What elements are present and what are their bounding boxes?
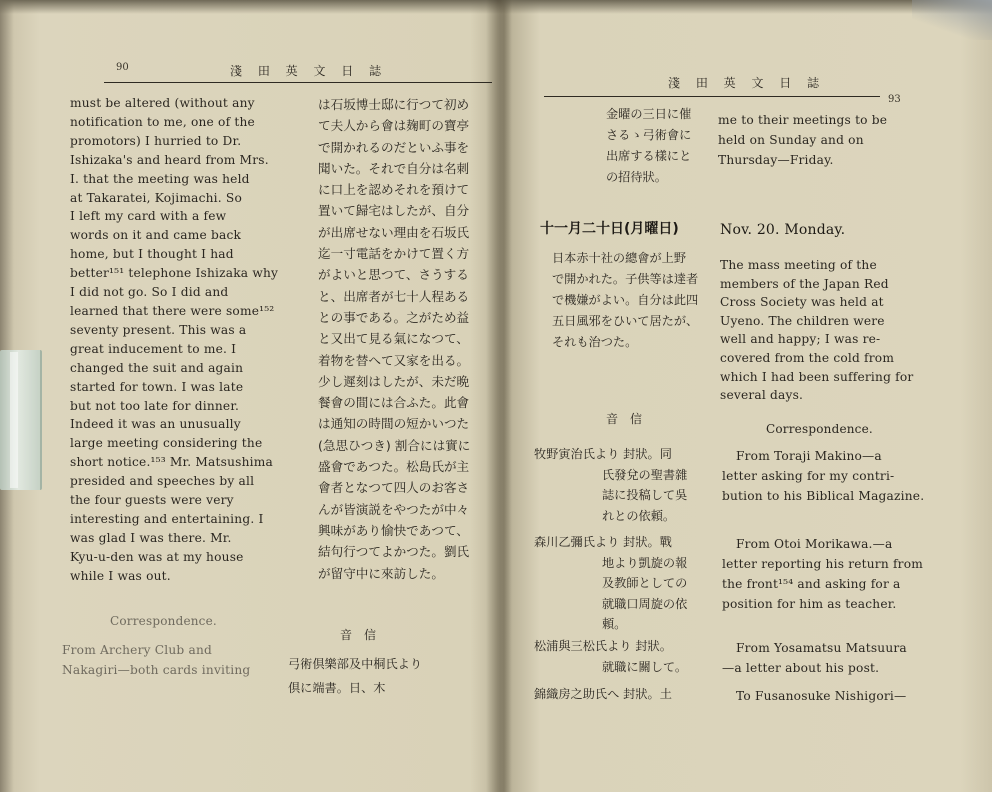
text-line: で開かれるのだといふ事を — [318, 139, 470, 155]
text-line: 置いて歸宅はしたが、自分 — [318, 203, 470, 219]
left-english-column — [70, 94, 306, 586]
text-line: Cross Society was held at — [720, 295, 884, 310]
correspondence-item-jp — [534, 444, 687, 526]
text-line: started for town. I was late — [70, 379, 244, 394]
right-header-rule — [544, 96, 880, 97]
text-line: was glad I was there. Mr. — [70, 530, 232, 545]
text-line: 餐會の間には合ふた。此會 — [318, 395, 470, 411]
text-line: Uyeno. The children were — [720, 313, 885, 328]
correspondence-item-en — [722, 638, 907, 678]
text-line: home, but I thought I had — [70, 247, 234, 262]
book-gutter — [486, 0, 512, 792]
text-line: 興味があり愉快であつて、 — [318, 522, 469, 538]
text-line: んが皆演説をやつたが中々 — [318, 501, 470, 517]
page-clip-highlight — [10, 352, 18, 488]
text-line: the front¹⁵⁴ and asking for a — [722, 577, 901, 591]
date-heading-en: Nov. 20. Monday. — [720, 222, 846, 238]
right-top-japanese — [606, 104, 710, 188]
text-line: From Yosamatsu Matsuura — [736, 641, 907, 655]
text-line: 就職口周旋の依 — [602, 596, 688, 611]
text-line: 牧野寅治氏より 封狀。同 — [534, 447, 672, 461]
left-header-rule — [104, 82, 492, 83]
right-correspondence-heading-en: Correspondence. — [766, 422, 873, 436]
text-line: と、出席者が七十人程ある — [318, 288, 470, 304]
text-line: I left my card with a few — [70, 209, 227, 224]
text-line: From Toraji Makino—a — [736, 449, 882, 463]
text-line: but not too late for dinner. — [70, 398, 240, 413]
correspondence-item-jp — [534, 532, 687, 635]
text-line: Kyu-u-den was at my house — [70, 549, 244, 564]
text-line: は石坂博士邸に行つて初め — [318, 97, 470, 112]
text-line: 五日風邪をひいて居たが、 — [552, 314, 699, 328]
text-line: Nakagiri—both cards inviting — [62, 663, 251, 677]
text-line: words on it and came back — [70, 228, 242, 243]
background-corner — [912, 0, 992, 40]
text-line: the four guests were very — [70, 493, 234, 508]
text-line: 錦織房之助氏へ 封狀。土 — [534, 687, 672, 701]
text-line: 誌に投稿して吳 — [602, 488, 688, 502]
text-line: great inducement to me. I — [70, 341, 237, 356]
text-line: learned that there were some¹⁵² — [70, 303, 275, 318]
text-line: は通知の時間の短かいつた — [318, 416, 470, 432]
text-line: which I had been suffering for — [720, 369, 914, 384]
page-clip — [0, 350, 42, 490]
text-line: large meeting considering the — [70, 436, 263, 451]
left-page-number: 90 — [116, 62, 129, 73]
text-line: が出席せない理由を石坂氏 — [318, 224, 470, 240]
text-line: 氏發兌の聖書雜 — [602, 467, 688, 482]
left-japanese-column — [318, 94, 486, 584]
text-line: 及教師としての — [602, 576, 688, 590]
text-line: (急思ひつき) 割合には實に — [318, 437, 471, 453]
text-line: members of the Japan Red — [720, 276, 889, 291]
text-line: 迄一寸電話をかけて置く方 — [318, 246, 470, 262]
right-running-head: 淺 田 英 文 日 誌 — [668, 76, 826, 90]
text-line: —a letter about his post. — [722, 661, 880, 675]
text-line: bution to his Biblical Magazine. — [722, 489, 925, 503]
text-line: 日本赤十社の總會が上野 — [552, 251, 687, 265]
text-line: で機嫌がよい。自分は此四 — [552, 293, 699, 307]
text-line: I. that the meeting was held — [70, 171, 250, 186]
text-line: letter reporting his return from — [722, 557, 923, 571]
text-line: 森川乙彌氏より 封狀。戰 — [534, 535, 672, 549]
right-correspondence-heading-jp: 音 信 — [606, 412, 643, 426]
left-correspondence-jp — [288, 652, 468, 700]
text-line: と又出て見る氣になつて、 — [318, 331, 469, 347]
text-line: short notice.¹⁵³ Mr. Matsushima — [70, 455, 273, 470]
text-line: 出席する樣にと — [606, 149, 692, 163]
text-line: Thursday—Friday. — [718, 153, 834, 167]
text-line: Ishizaka's and heard from Mrs. — [70, 152, 269, 167]
text-line: seventy present. This was a — [70, 322, 247, 337]
text-line: れとの依頼。 — [602, 508, 676, 523]
text-line: letter asking for my contri- — [722, 469, 895, 483]
left-correspondence-heading-jp: 音 信 — [340, 628, 377, 642]
text-line: の招待狀。 — [606, 170, 667, 184]
text-line: I did not go. So I did and — [70, 285, 229, 300]
right-page-number: 93 — [888, 94, 901, 105]
text-line: 聞いた。それで自分は名刺 — [318, 160, 470, 176]
correspondence-item-jp — [534, 636, 687, 677]
text-line: 金曜の三日に催 — [606, 107, 692, 121]
right-entry-japanese — [552, 248, 712, 353]
text-line: それも治つた。 — [552, 335, 638, 349]
text-line: better¹⁵¹ telephone Ishizaka why — [70, 266, 279, 281]
correspondence-item-en — [722, 686, 906, 706]
text-line: がよいと思つて、さうする — [318, 267, 469, 283]
text-line: several days. — [720, 388, 804, 403]
text-line: notification to me, one of the — [70, 114, 255, 129]
text-line: 地より凱旋の報 — [602, 555, 688, 570]
text-line: To Fusanosuke Nishigori— — [736, 689, 907, 703]
text-line: well and happy; I was re- — [720, 332, 881, 347]
text-line: while I was out. — [70, 568, 171, 583]
text-line: 會者となつて四人のお客さ — [318, 480, 470, 496]
text-line: 着物を替へて又家を出る。 — [318, 352, 470, 368]
text-line: promotors) I hurried to Dr. — [70, 133, 242, 148]
text-line: 頼。 — [602, 617, 627, 631]
left-correspondence-heading-en: Correspondence. — [110, 614, 217, 628]
text-line: との事である。之がため益 — [318, 309, 470, 325]
text-line: at Takaratei, Kojimachi. So — [70, 190, 243, 205]
text-line: さるゝ弓術會に — [606, 128, 692, 142]
text-line: The mass meeting of the — [720, 258, 877, 272]
text-line: 弓術倶樂部及中桐氏より — [288, 657, 423, 671]
text-line: 少し遲刻はしたが、未だ晩 — [318, 373, 470, 389]
date-heading-jp: 十一月二十日(月曜日) — [540, 221, 679, 237]
text-line: position for him as teacher. — [722, 597, 897, 611]
text-line: て夫人から會は麹町の寶亭 — [318, 118, 470, 134]
text-line: must be altered (without any — [70, 96, 255, 110]
text-line: From Archery Club and — [62, 643, 213, 657]
text-line: Indeed it was an unusually — [70, 417, 241, 432]
text-line: で開かれた。子供等は達者 — [552, 272, 699, 286]
text-line: held on Sunday and on — [718, 133, 864, 147]
text-line: changed the suit and again — [70, 360, 244, 375]
text-line: 盛會であつた。松島氏が主 — [318, 459, 470, 475]
right-top-english — [718, 110, 928, 170]
text-line: 結句行つてよかつた。劉氏 — [318, 544, 470, 560]
left-correspondence-en — [62, 640, 282, 680]
left-running-head: 淺 田 英 文 日 誌 — [230, 64, 388, 78]
correspondence-item-en — [722, 534, 923, 614]
text-line: From Otoi Morikawa.—a — [736, 537, 893, 551]
text-line: covered from the cold from — [720, 350, 895, 365]
text-line: に口上を認めそれを預けて — [318, 182, 470, 198]
correspondence-item-jp — [534, 684, 672, 705]
text-line: me to their meetings to be — [718, 113, 888, 127]
correspondence-item-en — [722, 446, 924, 506]
text-line: 松浦與三松氏より 封狀。 — [534, 639, 672, 653]
text-line: interesting and entertaining. I — [70, 511, 264, 526]
right-entry-english — [720, 256, 930, 405]
text-line: が留守中に來訪した。 — [318, 565, 444, 581]
text-line: 倶に端書。日、木 — [288, 681, 386, 695]
text-line: 就職に關して。 — [602, 659, 688, 674]
text-line: presided and speeches by all — [70, 474, 255, 489]
